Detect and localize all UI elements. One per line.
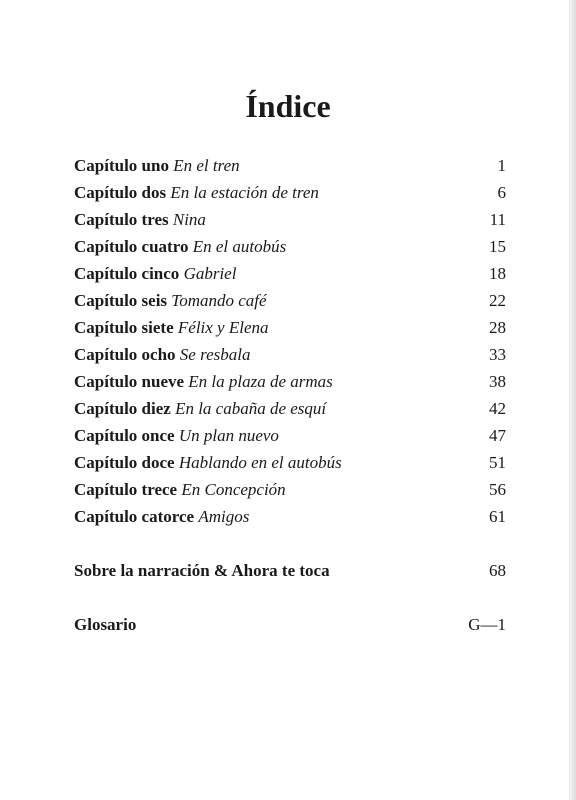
chapter-title: En el tren: [173, 156, 240, 175]
chapter-number: Capítulo cuatro: [74, 237, 189, 256]
toc-entry-label: [74, 206, 206, 233]
toc-entry-label: [74, 233, 286, 260]
toc-entry-3[interactable]: [74, 206, 506, 233]
chapter-number: Capítulo cinco: [74, 264, 180, 283]
toc-entry-8[interactable]: [74, 341, 506, 368]
toc-entry-label: [74, 449, 342, 476]
chapter-number: Capítulo tres: [74, 210, 169, 229]
chapter-title: Tomando café: [171, 291, 267, 310]
page-title: Índice: [245, 88, 331, 124]
about-label: Sobre la narración & Ahora te toca: [74, 561, 330, 580]
chapter-number: Capítulo catorce: [74, 507, 195, 526]
toc-entry-about[interactable]: [74, 557, 506, 584]
toc-entry-12[interactable]: [74, 449, 506, 476]
page-number: 47: [489, 426, 506, 445]
chapter-title: Gabriel: [183, 264, 237, 283]
toc-entry-label: [74, 341, 250, 368]
toc-entry-label: [74, 287, 267, 314]
toc-entry-label: [74, 395, 326, 422]
chapter-number: Capítulo nueve: [74, 372, 185, 391]
toc-entry-6[interactable]: [74, 287, 506, 314]
chapter-number: Capítulo uno: [74, 156, 169, 175]
toc-entry-label: [74, 314, 269, 341]
chapter-number: Capítulo dos: [74, 183, 167, 202]
toc-entry-glossary[interactable]: [74, 611, 506, 638]
chapter-number: Capítulo trece: [74, 480, 178, 499]
glossary-label: Glosario: [74, 615, 137, 634]
about-page-number: 68: [489, 561, 506, 580]
chapter-title: En la estación de tren: [170, 183, 319, 202]
chapter-title: Félix y Elena: [177, 318, 269, 337]
toc-entry-4[interactable]: [74, 233, 506, 260]
toc-entry-label: [74, 368, 333, 395]
toc-entry-10[interactable]: [74, 395, 506, 422]
chapter-number: Capítulo seis: [74, 291, 168, 310]
chapter-number: Capítulo ocho: [74, 345, 176, 364]
toc-entry-11[interactable]: [74, 422, 506, 449]
chapter-number: Capítulo doce: [74, 453, 175, 472]
chapter-title: Un plan nuevo: [178, 426, 279, 445]
chapter-number: Capítulo once: [74, 426, 175, 445]
toc-entry-5[interactable]: [74, 260, 506, 287]
page-number: 51: [489, 453, 506, 472]
toc-entry-9[interactable]: [74, 368, 506, 395]
chapter-title: En el autobús: [192, 237, 287, 256]
chapter-title: En la cabaña de esquí: [175, 399, 327, 418]
page-number: 33: [489, 345, 506, 364]
page-number: 28: [489, 318, 506, 337]
table-of-contents: [74, 152, 506, 530]
page-number: 38: [489, 372, 506, 391]
page-number: 56: [489, 480, 506, 499]
toc-entry-label: [74, 422, 279, 449]
toc-entry-13[interactable]: [74, 476, 506, 503]
chapter-title: En Concepción: [181, 480, 286, 499]
chapter-title: En la plaza de armas: [188, 372, 333, 391]
page-number: 6: [497, 183, 506, 202]
page-number: 1: [497, 156, 506, 175]
page-number: 22: [489, 291, 506, 310]
page-number: 18: [489, 264, 506, 283]
toc-entry-2[interactable]: [74, 179, 506, 206]
chapter-title: Hablando en el autobús: [178, 453, 342, 472]
toc-entry-label: [74, 260, 236, 287]
toc-entry-label: [74, 476, 286, 503]
chapter-number: Capítulo diez: [74, 399, 171, 418]
page-number: 42: [489, 399, 506, 418]
chapter-title: Se resbala: [179, 345, 251, 364]
toc-entry-7[interactable]: [74, 314, 506, 341]
page-number: 61: [489, 507, 506, 526]
chapter-title: Amigos: [198, 507, 250, 526]
toc-entry-14[interactable]: [74, 503, 506, 530]
toc-entry-1[interactable]: [74, 152, 506, 179]
toc-entry-label: [74, 179, 319, 206]
chapter-number: Capítulo siete: [74, 318, 174, 337]
page-number: 15: [489, 237, 506, 256]
chapter-title: Nina: [172, 210, 206, 229]
toc-entry-label: [74, 152, 240, 179]
toc-entry-label: [74, 503, 249, 530]
glossary-page-number: G—1: [468, 615, 506, 634]
page-number: 11: [489, 210, 506, 229]
